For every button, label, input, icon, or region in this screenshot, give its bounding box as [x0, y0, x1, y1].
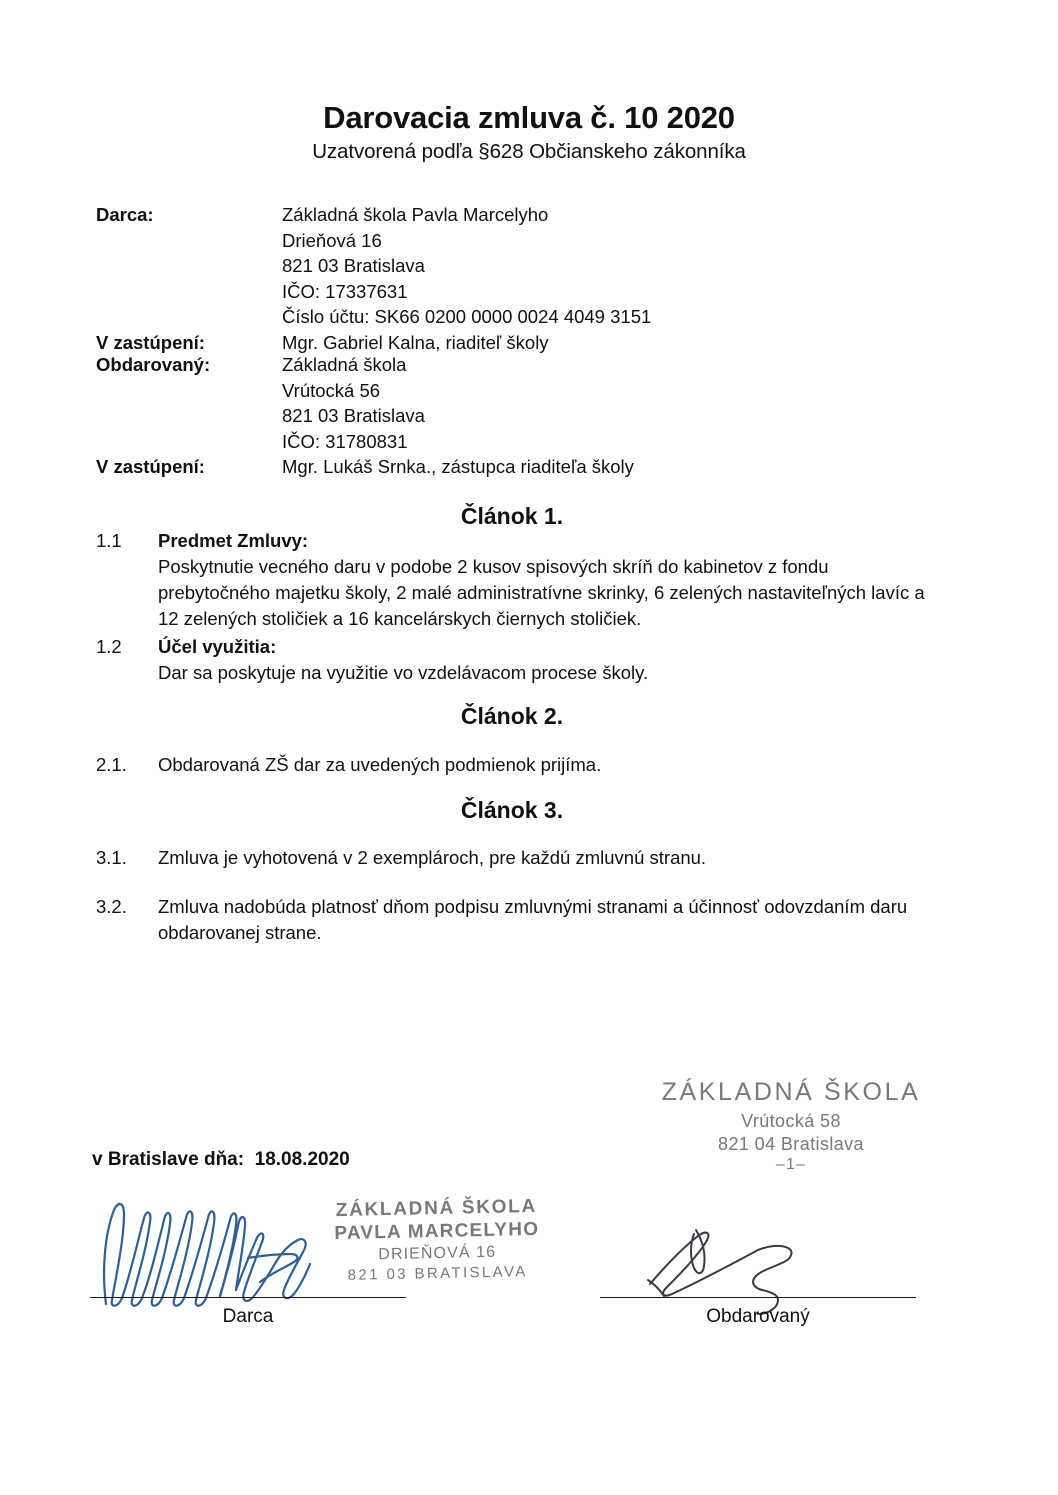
- recipient-representative-row: [96, 454, 966, 480]
- donor-details: [282, 202, 966, 330]
- clause-1-2-title: Účel využitia:: [158, 636, 277, 657]
- clause-2-1-number: 2.1.: [96, 754, 127, 775]
- clause-3-2-number: 3.2.: [96, 896, 127, 917]
- party-block-recipient: [96, 352, 966, 480]
- donor-stamp-line3: DRIEŇOVÁ 16: [378, 1243, 497, 1264]
- recipient-representative-label: V zastúpení:: [96, 456, 205, 477]
- donor-line-name: Základná škola Pavla Marcelyho: [282, 204, 549, 225]
- donor-line-account: Číslo účtu: SK66 0200 0000 0024 4049 3151: [282, 306, 652, 327]
- clause-3-2-text: Zmluva nadobúda platnosť dňom podpisu zmluvnými stranami a účinnosť odovzdaním daru obdarovanej strane.: [158, 896, 908, 943]
- clause-2-1-text: Obdarovaná ZŠ dar za uvedených podmienok prijíma.: [158, 754, 602, 775]
- recipient-signature-line: [600, 1297, 916, 1298]
- recipient-representative-value: Mgr. Lukáš Srnka., zástupca riaditeľa školy: [282, 456, 634, 477]
- recipient-line-name: Základná škola: [282, 354, 407, 375]
- recipient-stamp-line1: ZÁKLADNÁ ŠKOLA: [661, 1078, 921, 1106]
- page-title: Darovacia zmluva č. 10 2020: [323, 100, 735, 135]
- donor-line-city: 821 03 Bratislava: [282, 255, 425, 276]
- donor-stamp-line2: PAVLA MARCELYHO: [334, 1219, 540, 1245]
- donor-line-ico: IČO: 17337631: [282, 280, 408, 302]
- recipient-stamp-line3: 821 04 Bratislava: [718, 1133, 864, 1154]
- donor-signature-caption: Darca: [222, 1306, 274, 1327]
- donor-identity-row: [96, 202, 966, 330]
- clause-3-1: [96, 845, 938, 871]
- clause-1-1: [96, 528, 938, 632]
- donor-representative-value: Mgr. Gabriel Kalna, riaditeľ školy: [282, 331, 549, 353]
- donor-stamp-line4: 821 03 BRATISLAVA: [347, 1262, 528, 1284]
- clause-3-1-number: 3.1.: [96, 847, 127, 868]
- article-heading-1: Článok 1.: [460, 503, 564, 529]
- recipient-signature-caption: Obdarovaný: [706, 1306, 810, 1327]
- clause-1-2-number: 1.2: [96, 636, 122, 657]
- recipient-stamp-page-marker: –1–: [775, 1155, 807, 1173]
- donor-stamp: [311, 1195, 563, 1285]
- donor-signature-mark: [88, 1196, 318, 1316]
- clause-1-2: [96, 634, 938, 686]
- signing-date: v Bratislave dňa: 18.08.2020: [92, 1149, 350, 1170]
- clause-1-1-body: [158, 528, 938, 632]
- clause-2-1: [96, 752, 938, 778]
- recipient-line-city: 821 03 Bratislava: [282, 405, 425, 426]
- recipient-stamp-line2: Vrútocká 58: [741, 1110, 841, 1131]
- recipient-stamp: [636, 1078, 946, 1175]
- article-heading-3: Článok 3.: [460, 797, 564, 823]
- clause-3-2-body: [158, 894, 938, 946]
- clause-3-2: [96, 894, 938, 946]
- donor-stamp-line1: ZÁKLADNÁ ŠKOLA: [335, 1195, 538, 1222]
- recipient-details: [282, 352, 966, 454]
- page-subtitle: Uzatvorená podľa §628 Občianskeho zákonníka: [312, 140, 746, 163]
- clause-1-1-text: Poskytnutie vecného daru v podobe 2 kusov spisových skríň do kabinetov z fondu prebytočného majetku školy, 2 malé administratívne skrinky, 6 zelených nastaviteľných lavíc a 12 zelených stoličiek a 16 kancelárskych čiernych stoličiek.: [158, 556, 925, 629]
- recipient-identity-row: [96, 352, 966, 454]
- party-block-donor: [96, 202, 966, 355]
- recipient-label: Obdarovaný:: [96, 354, 211, 375]
- clause-3-1-text: Zmluva je vyhotovená v 2 exemplároch, pre každú zmluvnú stranu.: [158, 847, 707, 868]
- donor-representative-label: V zastúpení:: [96, 331, 205, 353]
- recipient-line-street: Vrútocká 56: [282, 379, 381, 401]
- clause-2-1-body: [158, 752, 938, 778]
- clause-1-2-body: [158, 634, 938, 686]
- donor-line-street: Drieňová 16: [282, 229, 382, 251]
- donor-signature-line: [90, 1297, 406, 1298]
- donor-label: Darca:: [96, 204, 154, 225]
- recipient-line-ico: IČO: 31780831: [282, 430, 408, 452]
- clause-1-2-text: Dar sa poskytuje na využitie vo vzdelávacom procese školy.: [158, 662, 649, 683]
- article-heading-2: Článok 2.: [460, 703, 564, 729]
- clause-1-1-title: Predmet Zmluvy:: [158, 530, 309, 551]
- clause-1-1-number: 1.1: [96, 530, 122, 551]
- clause-3-1-body: [158, 845, 938, 871]
